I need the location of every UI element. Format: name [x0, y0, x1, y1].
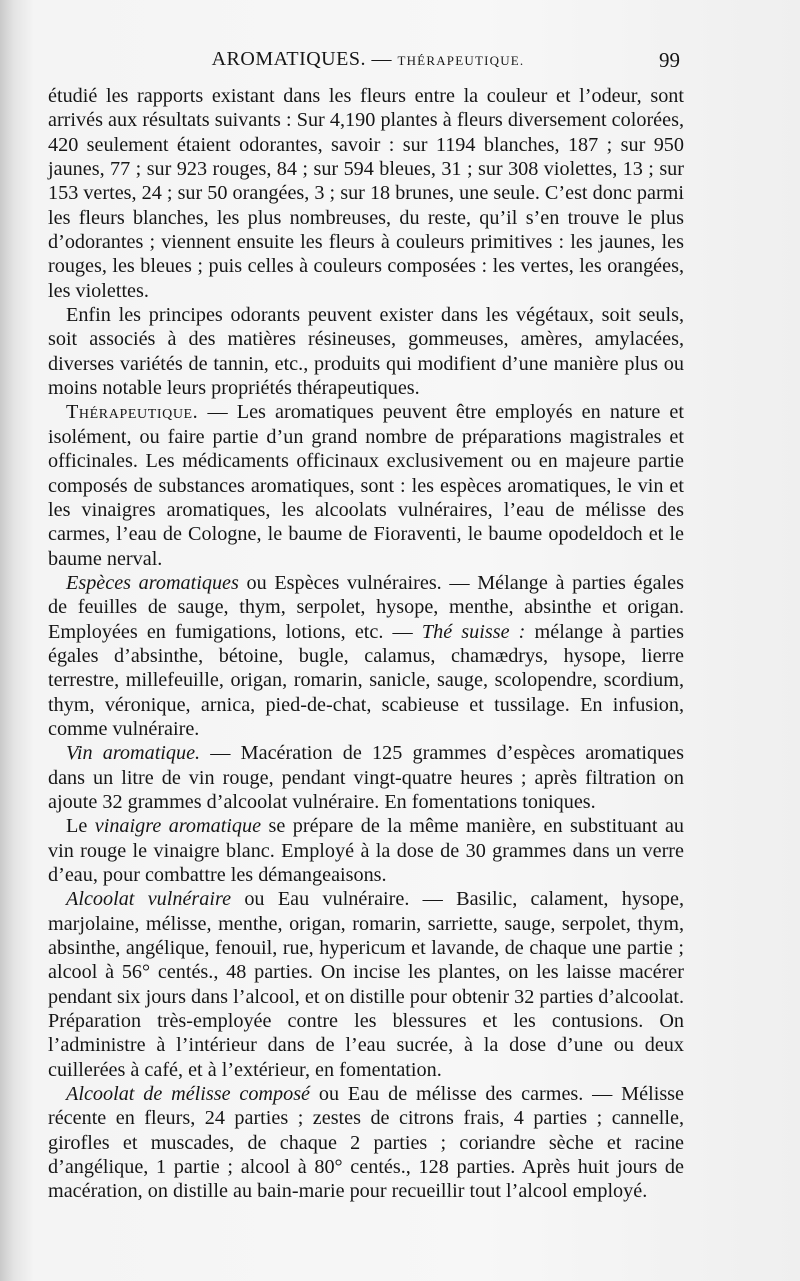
alcoolat-melisse-text: ou Eau de mélisse des carmes. — Mélisse récente en fleurs, 24 parties ; zestes de citrons frais, 4 parties ; cannelle, girofles et muscades, de chaque 2 parties ; coriandre sèche et racine d’angélique, 1 partie ; alcool à 80° centés., 128 parties. Après huit jours de macération, on distille au bain-marie pour recueillir tout l’alcool employé. — [48, 1083, 684, 1203]
section-subtitle: THÉRAPEUTIQUE. — [397, 53, 525, 68]
chapter-title: AROMATIQUES. — [211, 48, 366, 70]
vinaigre-text-b: se prépare de la même manière, en substituant au vin rouge le vinaigre blanc. Employé à la dose de 30 grammes dans un verre d’eau, pour combattre les démangeaisons. — [48, 815, 684, 886]
alcoolat-vulneraire-heading: Alcoolat vulnéraire — [66, 888, 232, 911]
alcoolat-vulneraire-text: ou Eau vulnéraire. — Basilic, calament, hysope, marjolaine, mélisse, menthe, origan, romarin, sarriette, sauge, serpolet, thym, absinthe, angélique, fenouil, rue, hypericum et lavande, de chaque une partie ; alcool à 56° centés., 48 parties. On incise les plantes, on les laisse macérer pendant six jours dans l’alcool, et on distille pour obtenir 32 parties d’alcoolat. Préparation très-employée contre les blessures et les contusions. On l’administre à l’intérieur dans de l’eau sucrée, à la dose d’une ou deux cuillerées à café, et à l’extérieur, en fomentation. — [48, 888, 684, 1081]
vin-aromatique-heading: Vin aromatique. — [66, 742, 201, 765]
paragraph-therapeutique — [48, 400, 684, 570]
therapeutique-text: — Les aromatiques peuvent être employés en nature et isolément, ou faire partie d’un grand nombre de préparations magistrales et officinales. Les médicaments officinaux exclusivement ou en majeure partie composés de substances aromatiques, sont : les espèces aromatiques, le vin et les vinaigres aromatiques, les alcoolats vulnéraires, l’eau de mélisse des carmes, l’eau de Cologne, le baume de Fioraventi, le baume opodeldoch et le baume nerval. — [48, 401, 684, 570]
paragraph-alcoolat-vulneraire — [48, 887, 684, 1082]
paragraph-vinaigre-aromatique — [48, 814, 684, 887]
paragraph-vin-aromatique — [48, 741, 684, 814]
paragraph-alcoolat-melisse — [48, 1082, 684, 1204]
especes-text-a: ou Espèces vulnéraires. — Mélange à parties égales de feuilles de sauge, thym, serpolet, hysope, menthe, absinthe et origan. Employées en fumigations, lotions, etc. — — [48, 571, 684, 643]
running-title — [48, 48, 688, 71]
title-dash: — — [365, 48, 398, 70]
vinaigre-aromatique-heading: vinaigre aromatique — [94, 815, 262, 838]
running-head — [48, 48, 688, 76]
therapeutique-heading: Thérapeutique. — [66, 401, 199, 424]
body-text — [48, 84, 684, 1204]
paragraph-odorant-principles: Enfin les principes odorants peuvent exister dans les végétaux, soit seuls, soit associés à des matières résineuses, gommeuses, amères, amylacées, diverses variétés de tannin, etc., produits qui modifient d’une manière plus ou moins notable leurs propriétés thérapeutiques. — [48, 304, 684, 400]
page-number: 99 — [659, 48, 680, 72]
especes-text-b: mélange à parties égales d’absinthe, bétoine, bugle, calamus, chamædrys, hysope, lierre terrestre, millefeuille, origan, romarin, sanicle, sauge, scolopendre, scordium, thym, véronique, arnica, pied-de-chat, scabieuse et tussilage. En infusion, comme vulnéraire. — [48, 620, 684, 740]
the-suisse-heading: Thé suisse : — [421, 620, 526, 643]
vinaigre-text-a: Le — [66, 815, 95, 838]
paragraph-especes-aromatiques — [48, 571, 684, 741]
especes-aromatiques-heading: Espèces aromatiques — [66, 571, 239, 594]
alcoolat-melisse-heading: Alcoolat de mélisse composé — [66, 1083, 311, 1106]
vin-aromatique-text: — Macération de 125 grammes d’espèces aromatiques dans un litre de vin rouge, pendant vingt-quatre heures ; après filtration on ajoute 32 grammes d’alcoolat vulnéraire. En fomentations toniques. — [48, 742, 684, 813]
paragraph-color-odor: étudié les rapports existant dans les fleurs entre la couleur et l’odeur, sont arrivés aux résultats suivants : Sur 4,190 plantes à fleurs diversement colorées, 420 seulement étaient odorantes, savoir : sur 1194 blanches, 187 ; sur 950 jaunes, 77 ; sur 923 rouges, 84 ; sur 594 bleues, 31 ; sur 308 violettes, 13 ; sur 153 vertes, 24 ; sur 50 orangées, 3 ; sur 18 brunes, une seule. C’est donc parmi les fleurs blanches, les plus nombreuses, du reste, qu’il s’en trouve le plus d’odorantes ; viennent ensuite les fleurs à couleurs primitives : les jaunes, les rouges, les bleues ; puis celles à couleurs composées : les vertes, les orangées, les violettes. — [48, 85, 684, 302]
